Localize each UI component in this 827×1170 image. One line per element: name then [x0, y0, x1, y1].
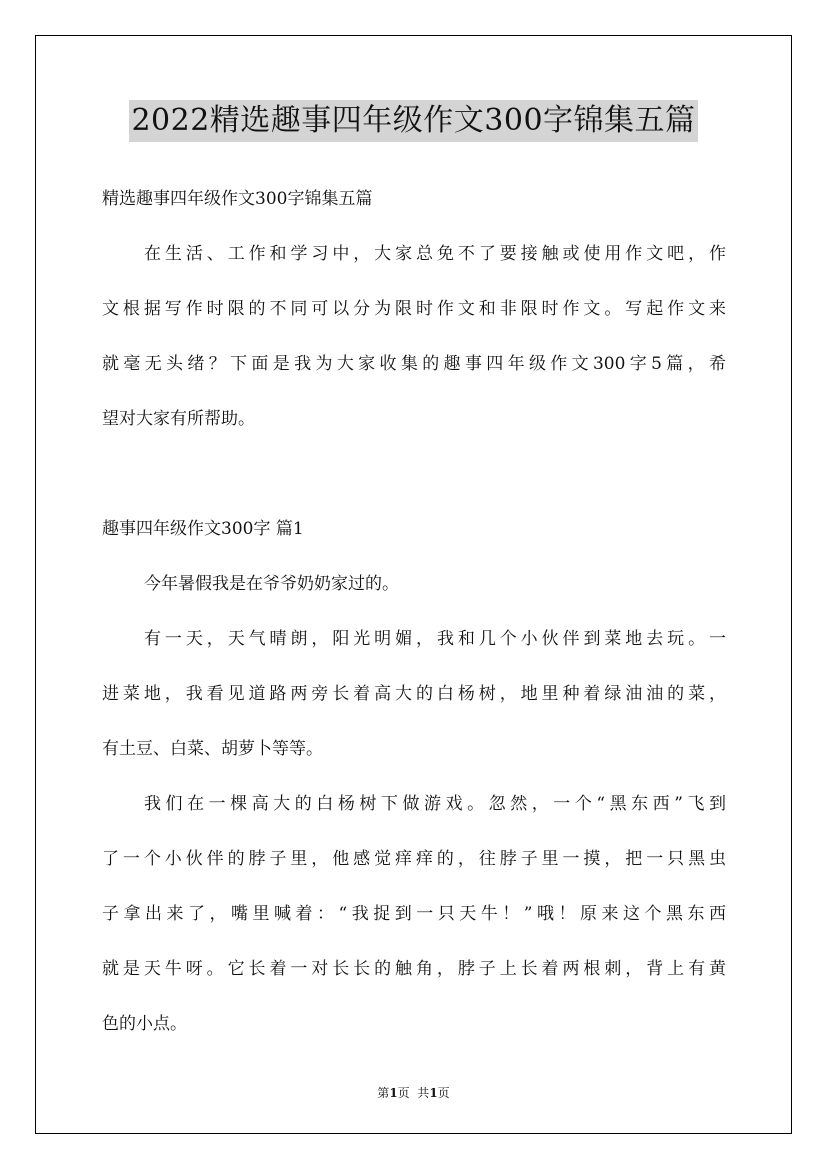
intro-line: 文根据写作时限的不同可以分为限时作文和非限时作文。写起作文来 — [102, 299, 726, 319]
page-footer — [0, 1085, 827, 1101]
paragraph-gap — [102, 447, 726, 502]
essay-line: 色的小点。 — [102, 1014, 187, 1034]
footer-page-suffix: 页 — [437, 1086, 450, 1100]
footer-page-mid: 页 共 — [397, 1086, 430, 1100]
document-body — [102, 172, 726, 1052]
intro-line: 望对大家有所帮助。 — [102, 409, 255, 429]
essay-line: 我们在一棵高大的白杨树下做游戏。忽然，一个“黑东西”飞到 — [144, 794, 726, 814]
essay-line: 有一天，天气晴朗，阳光明媚，我和几个小伙伴到菜地去玩。一 — [144, 629, 726, 649]
essay-line: 就是天牛呀。它长着一对长长的触角，脖子上长着两根刺，背上有黄 — [102, 959, 726, 979]
document-title: 2022精选趣事四年级作文300字锦集五篇 — [129, 100, 697, 142]
intro-line: 在生活、工作和学习中，大家总免不了要接触或使用作文吧，作 — [144, 244, 726, 264]
intro-line: 就毫无头绪？下面是我为大家收集的趣事四年级作文300字5篇，希 — [102, 354, 726, 374]
essay-line: 了一个小伙伴的脖子里，他感觉痒痒的，往脖子里一摸，把一只黑虫 — [102, 849, 726, 869]
essay-line: 子拿出来了，嘴里喊着：“我捉到一只天牛！”哦！原来这个黑东西 — [102, 904, 726, 924]
section-heading: 趣事四年级作文300字 篇1 — [102, 519, 304, 539]
title-wrap — [0, 100, 827, 142]
footer-page-prefix: 第 — [377, 1086, 390, 1100]
essay-line: 有土豆、白菜、胡萝卜等等。 — [102, 739, 323, 759]
footer-page-number: 1 — [389, 1086, 398, 1100]
footer-page-total: 1 — [429, 1086, 438, 1100]
essay-line: 今年暑假我是在爷爷奶奶家过的。 — [144, 574, 399, 594]
document-subtitle: 精选趣事四年级作文300字锦集五篇 — [102, 189, 373, 209]
essay-line: 进菜地，我看见道路两旁长着高大的白杨树，地里种着绿油油的菜， — [102, 684, 726, 704]
